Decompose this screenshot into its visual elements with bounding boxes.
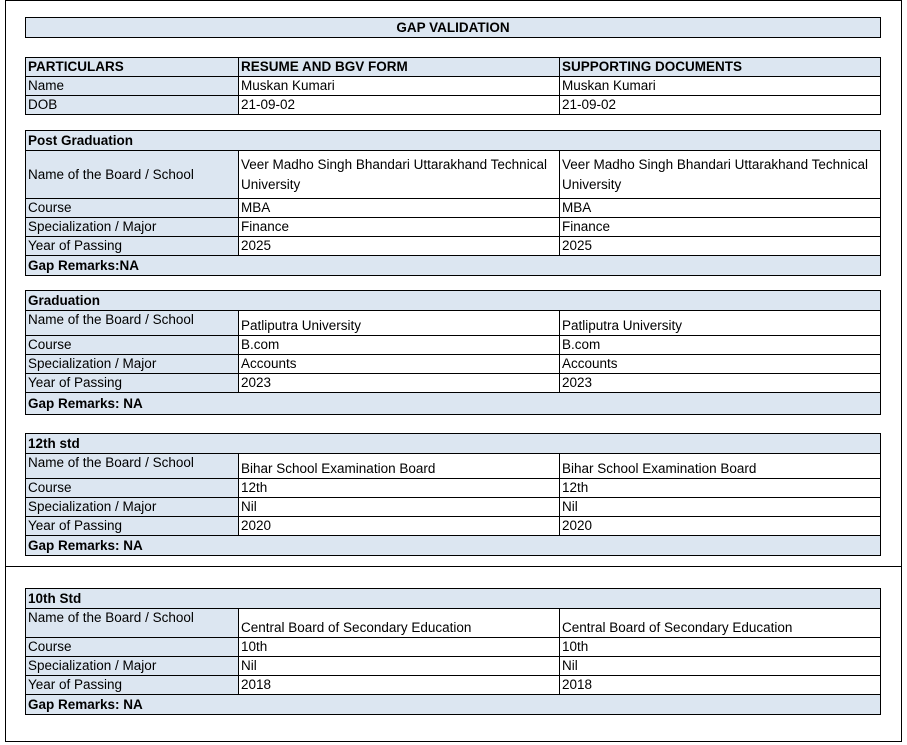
gap-remarks: Gap Remarks: NA: [26, 536, 881, 556]
row-label: Name of the Board / School: [26, 454, 239, 479]
table-row: [26, 374, 881, 393]
table-row: [26, 454, 881, 479]
row-label: Course: [26, 638, 239, 657]
table-row: [26, 609, 881, 638]
table-row: [26, 336, 881, 355]
docs-value: Veer Madho Singh Bhandari Uttarakhand Technical University: [560, 151, 881, 199]
table-row: [26, 498, 881, 517]
section-title: Post Graduation: [26, 131, 881, 151]
gap-remarks: Gap Remarks: NA: [26, 393, 881, 415]
table-row: [26, 638, 881, 657]
row-label: Specialization / Major: [26, 218, 239, 237]
row-label: DOB: [26, 96, 239, 115]
resume-value: Bihar School Examination Board: [239, 454, 560, 479]
table-row: [26, 96, 881, 115]
table-row: [26, 237, 881, 256]
section-12th-std: [25, 433, 881, 556]
docs-value: 12th: [560, 479, 881, 498]
section-title: 10th Std: [26, 589, 881, 609]
row-label: Year of Passing: [26, 237, 239, 256]
particulars-table: [25, 57, 881, 115]
resume-value: Central Board of Secondary Education: [239, 609, 560, 638]
gap-remarks: Gap Remarks:NA: [26, 256, 881, 276]
resume-value: 2018: [239, 676, 560, 695]
table-row: [26, 151, 881, 199]
header-particulars: PARTICULARS: [26, 58, 239, 77]
gap-remarks: Gap Remarks: NA: [26, 695, 881, 715]
resume-value: 21-09-02: [239, 96, 560, 115]
section-post-graduation: [25, 130, 881, 276]
docs-value: 2023: [560, 374, 881, 393]
resume-value: Accounts: [239, 355, 560, 374]
title-table: [25, 17, 881, 38]
resume-value: B.com: [239, 336, 560, 355]
row-label: Year of Passing: [26, 374, 239, 393]
docs-value: Accounts: [560, 355, 881, 374]
table-row: [26, 479, 881, 498]
resume-value: Nil: [239, 498, 560, 517]
resume-value: Nil: [239, 657, 560, 676]
table-row: [26, 517, 881, 536]
table-row: [26, 355, 881, 374]
table-row: [26, 311, 881, 336]
section-graduation: [25, 290, 881, 415]
row-label: Course: [26, 199, 239, 218]
row-label: Name of the Board / School: [26, 311, 239, 336]
header-supporting-docs: SUPPORTING DOCUMENTS: [560, 58, 881, 77]
docs-value: Nil: [560, 498, 881, 517]
docs-value: Patliputra University: [560, 311, 881, 336]
page-title: GAP VALIDATION: [26, 18, 881, 38]
resume-value: Veer Madho Singh Bhandari Uttarakhand Technical University: [239, 151, 560, 199]
docs-value: Muskan Kumari: [560, 77, 881, 96]
row-label: Specialization / Major: [26, 657, 239, 676]
row-label: Year of Passing: [26, 676, 239, 695]
table-row: [26, 218, 881, 237]
docs-value: MBA: [560, 199, 881, 218]
docs-value: B.com: [560, 336, 881, 355]
section-title: Graduation: [26, 291, 881, 311]
resume-value: 2020: [239, 517, 560, 536]
header-row: [26, 58, 881, 77]
resume-value: 2023: [239, 374, 560, 393]
resume-value: Muskan Kumari: [239, 77, 560, 96]
docs-value: 2020: [560, 517, 881, 536]
table-row: [26, 676, 881, 695]
row-label: Name of the Board / School: [26, 609, 239, 638]
header-resume: RESUME AND BGV FORM: [239, 58, 560, 77]
row-label: Course: [26, 479, 239, 498]
table-row: [26, 77, 881, 96]
row-label: Year of Passing: [26, 517, 239, 536]
docs-value: Bihar School Examination Board: [560, 454, 881, 479]
docs-value: Nil: [560, 657, 881, 676]
row-label: Course: [26, 336, 239, 355]
table-row: [26, 657, 881, 676]
resume-value: MBA: [239, 199, 560, 218]
section-10th-std: [25, 588, 881, 715]
row-label: Specialization / Major: [26, 498, 239, 517]
resume-value: 2025: [239, 237, 560, 256]
row-label: Name of the Board / School: [26, 151, 239, 199]
docs-value: Central Board of Secondary Education: [560, 609, 881, 638]
docs-value: 2018: [560, 676, 881, 695]
resume-value: Finance: [239, 218, 560, 237]
table-row: [26, 199, 881, 218]
docs-value: 21-09-02: [560, 96, 881, 115]
section-title: 12th std: [26, 434, 881, 454]
docs-value: Finance: [560, 218, 881, 237]
resume-value: 12th: [239, 479, 560, 498]
docs-value: 10th: [560, 638, 881, 657]
row-label: Name: [26, 77, 239, 96]
resume-value: 10th: [239, 638, 560, 657]
row-label: Specialization / Major: [26, 355, 239, 374]
resume-value: Patliputra University: [239, 311, 560, 336]
docs-value: 2025: [560, 237, 881, 256]
